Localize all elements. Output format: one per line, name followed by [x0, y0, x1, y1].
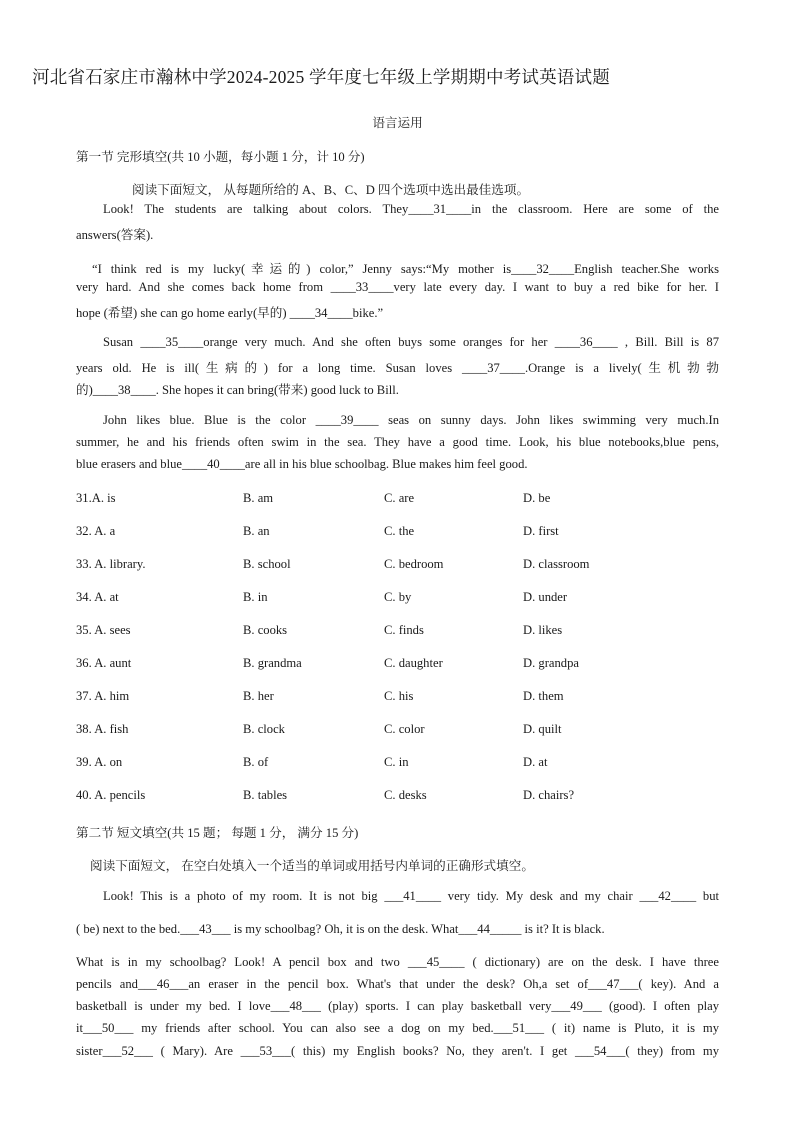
option-a: 36. A. aunt — [76, 656, 132, 670]
option-a: 35. A. sees — [76, 623, 131, 637]
section-heading: 语言运用 — [372, 116, 423, 130]
passage2-line: Look! This is a photo of my room. It is not big ___41____ very tidy. My desk and my chair ___42____ but — [103, 889, 719, 903]
option-d: D. chairs? — [523, 788, 575, 802]
option-b: B. grandma — [243, 656, 302, 670]
option-d: D. them — [523, 689, 564, 703]
question-38-options — [76, 722, 719, 740]
passage1-line: years old. He is ill(生病的) for a long time. Susan loves ____37____.Orange is a lively(生机勃勃 — [76, 361, 719, 375]
passage2-line: What is in my schoolbag? Look! A pencil box and two ___45____ ( dictionary) are on the desk. I have three — [76, 955, 719, 969]
option-c: C. by — [384, 590, 412, 604]
question-36-options — [76, 656, 719, 674]
option-a: 39. A. on — [76, 755, 123, 769]
option-b: B. an — [243, 524, 270, 538]
page-title: 河北省石家庄市瀚林中学2024-2025 学年度七年级上学期期中考试英语试题 — [32, 67, 610, 87]
passage2-line: pencils and___46___an eraser in the pencil box. What's that under the desk? Oh,a set of___47___( key). And a — [76, 977, 719, 991]
option-c: C. color — [384, 722, 425, 736]
passage1-line: very hard. And she comes back home from ____33____very late every day. I want to buy a red bike for her. I — [76, 280, 719, 294]
passage1-line: Susan ____35____orange very much. And she often buys some oranges for her ____36____ , Bill. Bill is 87 — [103, 335, 719, 349]
passage1-line: “I think red is my lucky(幸运的) color,” Jenny says:“My mother is____32____English teacher.She works — [92, 262, 719, 276]
option-a: 33. A. library. — [76, 557, 146, 571]
option-c: C. the — [384, 524, 415, 538]
passage1-line: summer, he and his friends often swim in the sea. They have a good time. Look, his blue notebooks,blue pens, — [76, 435, 719, 449]
question-39-options — [76, 755, 719, 773]
option-d: D. at — [523, 755, 548, 769]
option-c: C. are — [384, 491, 415, 505]
passage1-line: hope (希望) she can go home early(早的) ____34____bike.” — [76, 306, 384, 320]
part1-heading: 第一节 完形填空(共 10 小题，每小题 1 分，计 10 分) — [76, 150, 365, 164]
option-b: B. cooks — [243, 623, 288, 637]
option-b: B. her — [243, 689, 274, 703]
option-d: D. under — [523, 590, 568, 604]
question-35-options — [76, 623, 719, 641]
passage2-line: sister___52___ ( Mary). Are ___53___( this) my English books? No, they aren't. I get ___54___( they) from my — [76, 1044, 719, 1058]
question-37-options — [76, 689, 719, 707]
option-d: D. be — [523, 491, 551, 505]
option-c: C. in — [384, 755, 409, 769]
passage2-line: ( be) next to the bed.___43___ is my schoolbag? Oh, it is on the desk. What___44_____ is it? It is black. — [76, 922, 605, 936]
option-b: B. in — [243, 590, 268, 604]
question-34-options — [76, 590, 719, 608]
passage2-line: it___50___ my friends after school. You can also see a dog on my bed.___51___ ( it) name is Pluto, it is my — [76, 1021, 719, 1035]
option-d: D. grandpa — [523, 656, 579, 670]
passage1-line: blue erasers and blue____40____are all in his blue schoolbag. Blue makes him feel good. — [76, 457, 528, 471]
option-d: D. first — [523, 524, 559, 538]
question-40-options — [76, 788, 719, 806]
option-a: 34. A. at — [76, 590, 119, 604]
option-c: C. desks — [384, 788, 427, 802]
option-b: B. of — [243, 755, 269, 769]
passage1-line: answers(答案). — [76, 228, 154, 242]
option-b: B. school — [243, 557, 291, 571]
option-c: C. his — [384, 689, 414, 703]
part2-instruction: 阅读下面短文， 在空白处填入一个适当的单词或用括号内单词的正确形式填空。 — [90, 859, 534, 873]
option-d: D. quilt — [523, 722, 562, 736]
option-c: C. bedroom — [384, 557, 444, 571]
option-d: D. classroom — [523, 557, 590, 571]
passage1-line: Look! The students are talking about colors. They____31____in the classroom. Here are some of the — [103, 202, 719, 216]
option-a: 40. A. pencils — [76, 788, 146, 802]
option-b: B. tables — [243, 788, 288, 802]
option-a: 37. A. him — [76, 689, 130, 703]
option-c: C. finds — [384, 623, 424, 637]
option-a: 32. A. a — [76, 524, 116, 538]
option-a: 31.A. is — [76, 491, 116, 505]
passage1-line: 的)____38____. She hopes it can bring(带来) good luck to Bill. — [76, 383, 399, 397]
option-b: B. am — [243, 491, 274, 505]
passage2-line: basketball is under my bed. I love___48___ (play) sports. I can play basketball very___49___ (good). I often play — [76, 999, 719, 1013]
option-d: D. likes — [523, 623, 563, 637]
option-a: 38. A. fish — [76, 722, 129, 736]
part1-instruction: 阅读下面短文， 从每题所给的 A、B、C、D 四个选项中选出最佳选项。 — [132, 183, 530, 197]
question-32-options — [76, 524, 719, 542]
option-b: B. clock — [243, 722, 285, 736]
question-31-options — [76, 491, 719, 509]
passage1-line: John likes blue. Blue is the color ____39____ seas on sunny days. John likes swimming very much.In — [103, 413, 719, 427]
part2-heading: 第二节 短文填空(共 15 题； 每题 1 分， 满分 15 分) — [76, 826, 359, 840]
option-c: C. daughter — [384, 656, 443, 670]
question-33-options — [76, 557, 719, 575]
